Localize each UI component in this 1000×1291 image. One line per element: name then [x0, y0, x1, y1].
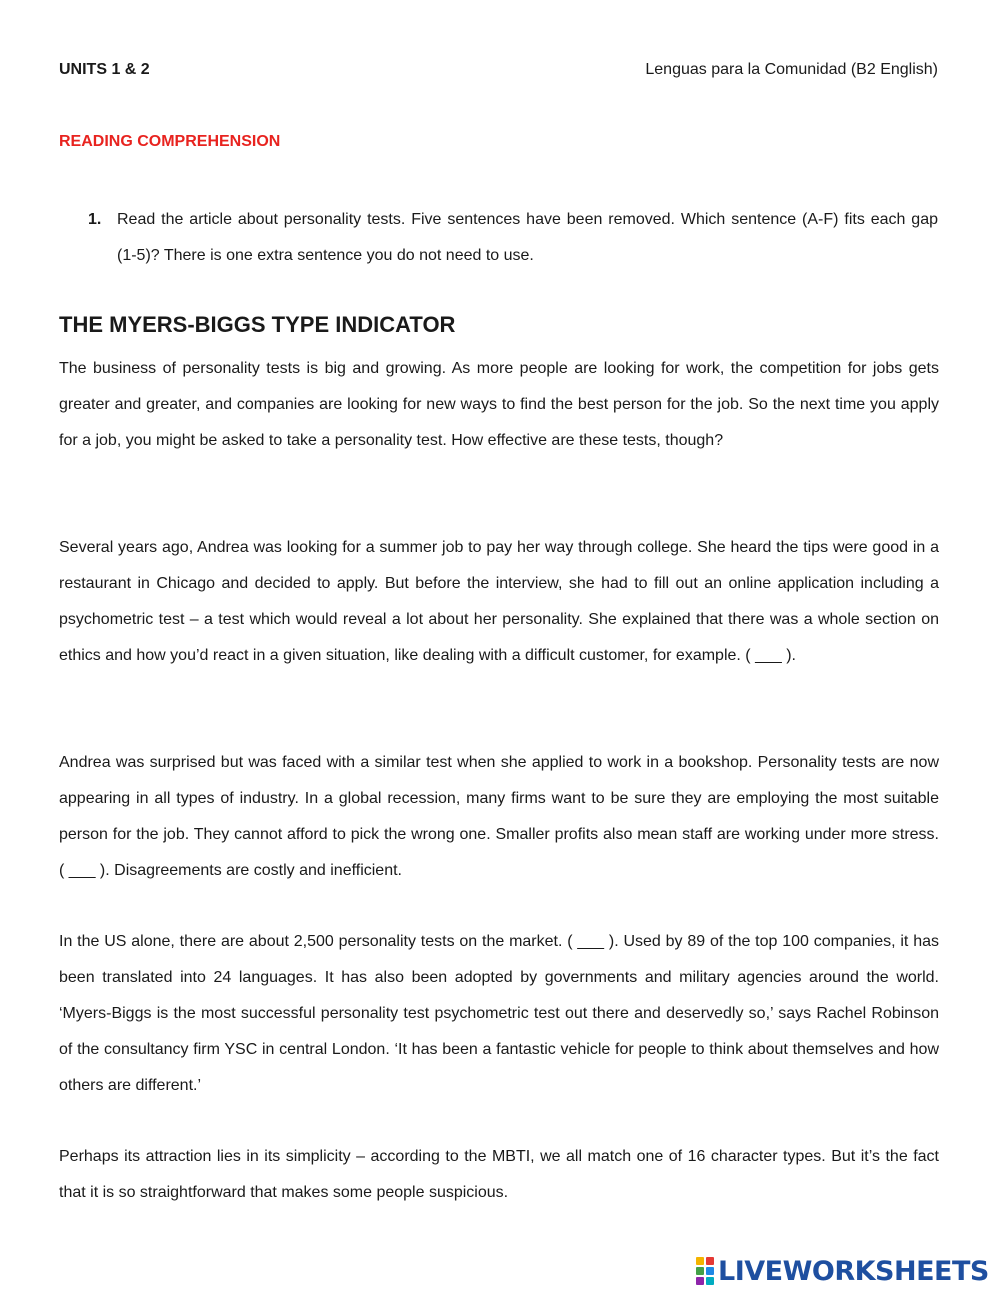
liveworksheets-logo: [696, 1254, 989, 1288]
logo-mark-icon: [696, 1257, 714, 1285]
header-course-label: Lenguas para la Comunidad (B2 English): [645, 61, 938, 78]
logo-square: [696, 1277, 704, 1285]
logo-square: [696, 1267, 704, 1275]
instruction-item: [88, 202, 938, 274]
header-unit-label: UNITS 1 & 2: [59, 61, 150, 78]
logo-square: [696, 1257, 704, 1265]
logo-square: [706, 1277, 714, 1285]
article-title: THE MYERS-BIGGS TYPE INDICATOR: [59, 312, 456, 337]
instruction-number: 1.: [88, 211, 102, 228]
article-paragraph: Several years ago, Andrea was looking for a summer job to pay her way through college. She heard the tips were good in a restaurant in Chicago and decided to apply. But before the interview, she had to fill out an online application including a psychometric test – a test which would reveal a lot about her personality. She explained that there was a whole section on ethics and how you’d react in a given situation, like dealing with a difficult customer, for example. ( ___ ).: [59, 539, 939, 664]
logo-square: [706, 1257, 714, 1265]
article-paragraph: The business of personality tests is big and growing. As more people are looking for work, the competition for jobs gets greater and greater, and companies are looking for new ways to find the best person for the job. So the next time you apply for a job, you might be asked to take a personality test. How effective are these tests, though?: [59, 360, 939, 449]
article-paragraph: Perhaps its attraction lies in its simplicity – according to the MBTI, we all match one of 16 character types. But it’s the fact that it is so straightforward that makes some people suspicious.: [59, 1148, 939, 1201]
logo-square: [706, 1267, 714, 1275]
logo-text: LIVEWORKSHEETS: [718, 1255, 989, 1287]
article-paragraph: Andrea was surprised but was faced with a similar test when she applied to work in a bookshop. Personality tests are now appearing in all types of industry. In a global recession, many firms want to be sure they are employing the most suitable person for the job. They cannot afford to pick the wrong one. Smaller profits also mean staff are working under more stress. ( ___ ). Disagreements are costly and inefficient.: [59, 754, 939, 879]
instruction-text: Read the article about personality tests. Five sentences have been removed. Which sentence (A-F) fits each gap (1-5)? There is one extra sentence you do not need to use.: [117, 211, 938, 264]
section-title: READING COMPREHENSION: [59, 133, 281, 150]
article-paragraph: In the US alone, there are about 2,500 personality tests on the market. ( ___ ). Used by 89 of the top 100 companies, it has been translated into 24 languages. It has also been adopted by governments and military agencies around the world. ‘Myers-Biggs is the most successful personality test psychometric test out there and deservedly so,’ says Rachel Robinson of the consultancy firm YSC in central London. ‘It has been a fantastic vehicle for people to think about themselves and how others are different.’: [59, 933, 939, 1094]
